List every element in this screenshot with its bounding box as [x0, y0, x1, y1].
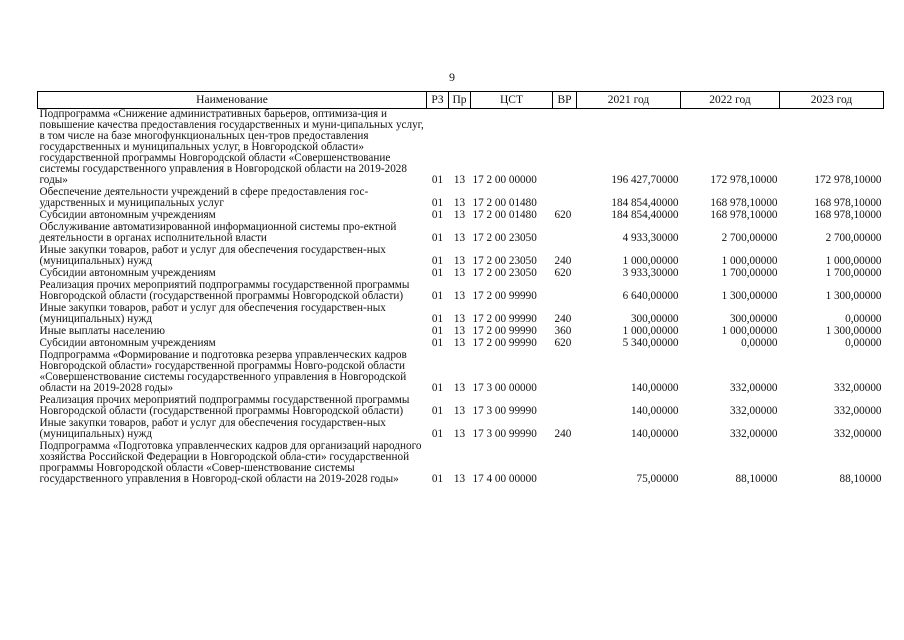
cell-2021: 184 854,40000	[611, 209, 679, 221]
cell-pr: 13	[453, 209, 466, 221]
cell-2021: 140,00000	[630, 382, 679, 394]
header-cst: ЦСТ	[471, 92, 553, 109]
cell-name: Субсидии автономным учреждениям	[39, 209, 216, 221]
cell-2021: 5 340,00000	[622, 337, 679, 349]
table-row	[38, 280, 884, 303]
table-row	[38, 187, 884, 210]
cell-name: Субсидии автономным учреждениям	[39, 337, 216, 349]
table-row	[38, 418, 884, 441]
cell-pr: 13	[453, 232, 466, 244]
cell-rz: 01	[431, 267, 444, 279]
table-row	[38, 245, 884, 268]
cell-pr: 13	[453, 197, 466, 209]
cell-name: Реализация прочих мероприятий подпрограммы государственной программы Новгородской области (государственной программы Новгородской области)	[39, 279, 410, 302]
table-row	[38, 109, 884, 188]
cell-pr: 13	[453, 337, 466, 349]
cell-name: Иные закупки товаров, работ и услуг для обеспечения государствен-ных (муниципальных) нужд	[39, 244, 386, 267]
cell-vr: 240	[554, 255, 572, 267]
cell-cst: 17 2 00 99990	[472, 337, 537, 349]
cell-rz: 01	[431, 337, 444, 349]
cell-2023: 332,00000	[833, 428, 882, 440]
cell-2021: 140,00000	[630, 405, 679, 417]
cell-2023: 1 300,00000	[825, 290, 882, 302]
cell-2021: 6 640,00000	[622, 290, 679, 302]
table-body	[38, 109, 884, 487]
cell-rz: 01	[431, 174, 444, 186]
cell-2022: 2 700,00000	[721, 232, 778, 244]
cell-2023: 2 700,00000	[825, 232, 882, 244]
cell-2021: 75,00000	[636, 473, 679, 485]
cell-vr	[553, 222, 577, 245]
table-header	[38, 92, 884, 109]
cell-name: Иные закупки товаров, работ и услуг для обеспечения государствен-ных (муниципальных) нужд	[39, 417, 386, 440]
cell-2022: 1 700,00000	[721, 267, 778, 279]
cell-2022: 1 300,00000	[721, 290, 778, 302]
cell-vr	[553, 350, 577, 395]
cell-2023: 0,00000	[845, 337, 882, 349]
cell-2023: 168 978,10000	[814, 209, 882, 221]
header-row	[38, 92, 884, 109]
table-row	[38, 222, 884, 245]
table-row	[38, 395, 884, 418]
cell-2022: 0,00000	[741, 337, 778, 349]
cell-cst: 17 2 00 23050	[472, 267, 537, 279]
cell-vr: 620	[554, 337, 572, 349]
cell-cst: 17 2 00 00000	[472, 174, 537, 186]
header-pr: Пр	[449, 92, 471, 109]
table-row	[38, 350, 884, 395]
cell-name: Обеспечение деятельности учреждений в сфере предоставления гос-ударственных и муниципальных услуг	[39, 186, 369, 209]
cell-name: Обслуживание автоматизированной информационной системы про-ектной деятельности в органах исполнительной власти	[39, 221, 397, 244]
cell-vr	[553, 395, 577, 418]
cell-rz: 01	[431, 197, 444, 209]
cell-pr: 13	[453, 428, 466, 440]
cell-2021: 1 000,00000	[622, 255, 679, 267]
cell-2023: 332,00000	[833, 382, 882, 394]
cell-2023: 88,10000	[839, 473, 882, 485]
cell-cst: 17 2 00 01480	[472, 209, 537, 221]
cell-2021: 196 427,70000	[611, 174, 679, 186]
table-row	[38, 303, 884, 326]
cell-vr: 620	[554, 209, 572, 221]
cell-name: Иные закупки товаров, работ и услуг для обеспечения государствен-ных (муниципальных) нужд	[39, 302, 386, 325]
cell-cst: 17 2 00 23050	[472, 232, 537, 244]
header-2022: 2022 год	[681, 92, 780, 109]
cell-2023: 0,00000	[845, 313, 882, 325]
cell-2022: 332,00000	[729, 405, 778, 417]
cell-name: Подпрограмма «Снижение административных барьеров, оптимиза-ция и повышение качества предоставления государственных и муни-ципальных услуг, в том числе на базе многофункциональных цен-тров предоставления государственных и муниципальных услуг, в Новгородской области» государственной программы Новгородской области «Совершенствование системы государственного управления в Новгородской области на 2019-2028 годы»	[39, 108, 424, 186]
cell-pr: 13	[453, 405, 466, 417]
cell-name: Иные выплаты населению	[39, 325, 165, 337]
cell-vr: 240	[554, 428, 572, 440]
cell-name: Подпрограмма «Подготовка управленческих кадров для организаций народного хозяйства Российской Федерации в Новгородской обла-сти» государственной программы Новгородской области «Совер-шенствование системы государственного управления в Новгород-ской области на 2019-2028 годы»	[39, 440, 422, 485]
cell-name: Реализация прочих мероприятий подпрограммы государственной программы Новгородской области (государственной программы Новгородской области)	[39, 394, 410, 417]
cell-rz: 01	[431, 290, 444, 302]
cell-name: Субсидии автономным учреждениям	[39, 267, 216, 279]
cell-2022: 168 978,10000	[710, 197, 778, 209]
cell-2022: 1 000,00000	[721, 325, 778, 337]
cell-vr: 240	[554, 313, 572, 325]
cell-pr: 13	[453, 255, 466, 267]
cell-vr	[553, 280, 577, 303]
header-2021: 2021 год	[577, 92, 681, 109]
cell-2023: 1 300,00000	[825, 325, 882, 337]
cell-pr: 13	[453, 313, 466, 325]
cell-rz: 01	[431, 382, 444, 394]
cell-rz: 01	[431, 325, 444, 337]
cell-cst: 17 3 00 99990	[472, 405, 537, 417]
header-name: Наименование	[38, 92, 427, 109]
cell-rz: 01	[431, 428, 444, 440]
cell-vr	[553, 441, 577, 486]
cell-pr: 13	[453, 267, 466, 279]
cell-2022: 168 978,10000	[710, 209, 778, 221]
cell-2023: 332,00000	[833, 405, 882, 417]
cell-2021: 1 000,00000	[622, 325, 679, 337]
cell-vr: 360	[554, 325, 572, 337]
cell-2022: 172 978,10000	[710, 174, 778, 186]
cell-pr: 13	[453, 382, 466, 394]
cell-2022: 332,00000	[729, 382, 778, 394]
cell-rz: 01	[431, 313, 444, 325]
cell-cst: 17 2 00 01480	[472, 197, 537, 209]
cell-vr	[553, 187, 577, 210]
cell-pr: 13	[453, 290, 466, 302]
cell-rz: 01	[431, 473, 444, 485]
cell-cst: 17 2 00 99990	[472, 290, 537, 302]
cell-rz: 01	[431, 209, 444, 221]
cell-2023: 1 000,00000	[825, 255, 882, 267]
cell-cst: 17 3 00 00000	[472, 382, 537, 394]
cell-rz: 01	[431, 232, 444, 244]
cell-cst: 17 2 00 23050	[472, 255, 537, 267]
cell-vr: 620	[554, 267, 572, 279]
cell-rz: 01	[431, 405, 444, 417]
header-2023: 2023 год	[780, 92, 884, 109]
cell-name: Подпрограмма «Формирование и подготовка резерва управленческих кадров Новгородской области» государственной программы Новго-родской области «Совершенствование системы государственного управления в Новгородской области на 2019-2028 годы»	[39, 349, 407, 394]
cell-2021: 300,00000	[630, 313, 679, 325]
cell-2023: 172 978,10000	[814, 174, 882, 186]
cell-pr: 13	[453, 473, 466, 485]
cell-2022: 332,00000	[729, 428, 778, 440]
cell-pr: 13	[453, 174, 466, 186]
cell-2022: 1 000,00000	[721, 255, 778, 267]
table-row	[38, 441, 884, 486]
cell-rz: 01	[431, 255, 444, 267]
cell-2021: 4 933,30000	[622, 232, 679, 244]
cell-cst: 17 2 00 99990	[472, 325, 537, 337]
cell-2023: 168 978,10000	[814, 197, 882, 209]
cell-vr	[553, 109, 577, 188]
cell-2021: 140,00000	[630, 428, 679, 440]
page-number: 9	[449, 70, 455, 84]
cell-2022: 88,10000	[735, 473, 778, 485]
header-rz: РЗ	[427, 92, 449, 109]
cell-2021: 184 854,40000	[611, 197, 679, 209]
budget-table	[37, 91, 884, 486]
cell-cst: 17 4 00 00000	[472, 473, 537, 485]
cell-2021: 3 933,30000	[622, 267, 679, 279]
cell-pr: 13	[453, 325, 466, 337]
cell-cst: 17 2 00 99990	[472, 313, 537, 325]
header-vr: ВР	[553, 92, 577, 109]
cell-2023: 1 700,00000	[825, 267, 882, 279]
cell-cst: 17 3 00 99990	[472, 428, 537, 440]
cell-2022: 300,00000	[729, 313, 778, 325]
